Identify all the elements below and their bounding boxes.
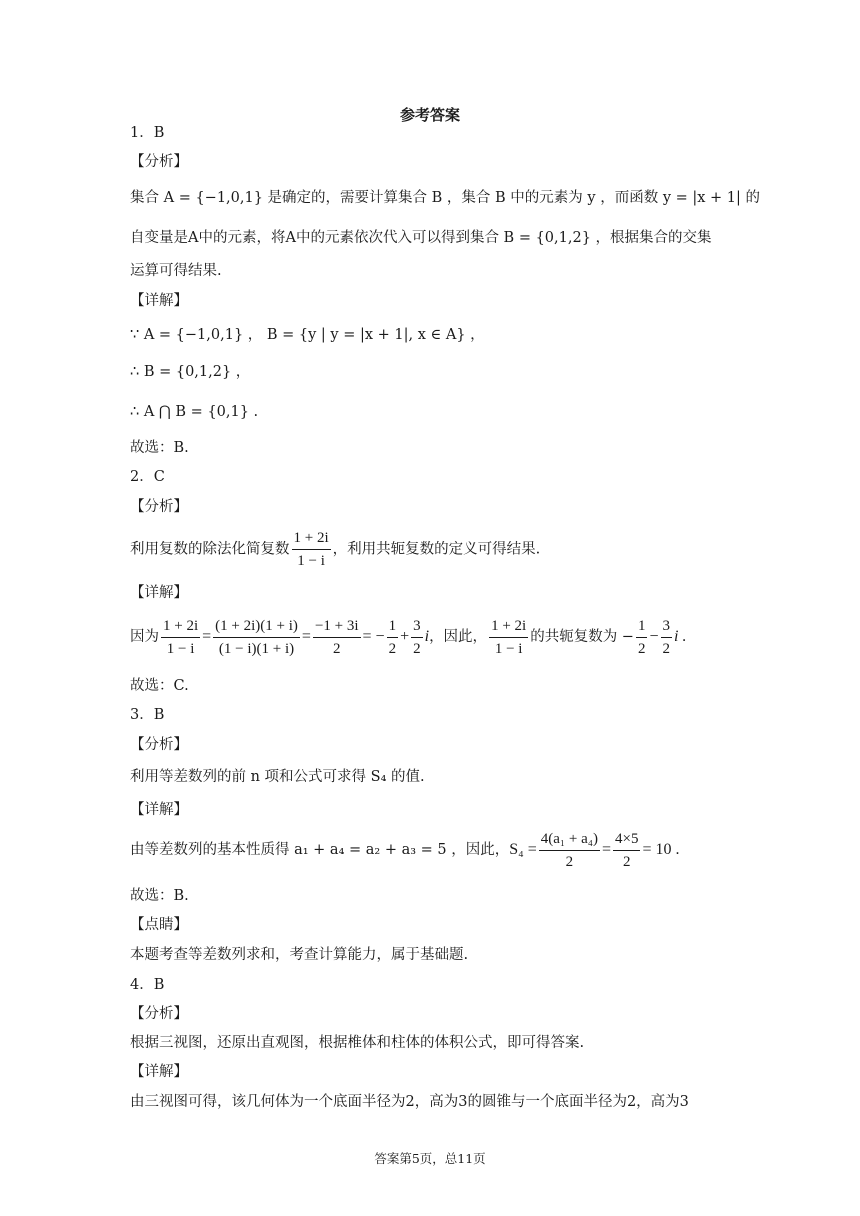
q4-detail-label: 【详解】 bbox=[130, 1064, 188, 1080]
fraction-numerator: 1 bbox=[636, 617, 648, 638]
imaginary-unit: i bbox=[424, 628, 430, 645]
q1-detail-line-1: ∵ A = {−1,0,1} ， B = {y | y = |x + 1|, x ∈ A} ， bbox=[130, 327, 485, 343]
q3-result: = 10 . bbox=[642, 841, 680, 858]
q1-choice: 故选：B. bbox=[130, 440, 189, 456]
q2-analysis-post: ，利用共轭复数的定义可得结果. bbox=[332, 541, 541, 558]
fraction-numerator: 3 bbox=[661, 617, 673, 638]
s4-symbol: S₄ = bbox=[509, 841, 537, 858]
q2-number: 2．C bbox=[130, 469, 165, 485]
q4-number: 4．B bbox=[130, 977, 165, 993]
q1-analysis-line-3: 运算可得结果. bbox=[130, 263, 222, 279]
fraction bbox=[313, 617, 361, 658]
q3-comment-line: 本题考查等差数列求和，考查计算能力，属于基础题. bbox=[130, 947, 469, 963]
q4-detail-line: 由三视图可得，该几何体为一个底面半径为2，高为3的圆锥与一个底面半径为2，高为3 bbox=[130, 1094, 689, 1110]
q3-detail-line: 由等差数列的基本性质得 a₁ + a₄ = a₂ + a₃ = 5 ，因此，S₄ = $\frac{\text{4(a₁ + a₄)}}{2}$ = $\frac{4\times 5}{2}$ = 10 . bbox=[130, 830, 680, 870]
q4-analysis-line: 根据三视图，还原出直观图，根据椎体和柱体的体积公式，即可得答案. bbox=[130, 1035, 585, 1051]
fraction-denominator: 2 bbox=[413, 640, 421, 657]
fraction-denominator: 1 − i bbox=[494, 640, 523, 657]
q2-detail-label: 【详解】 bbox=[130, 585, 188, 601]
q2-detail-pre: 因为 bbox=[130, 629, 159, 645]
fraction bbox=[161, 617, 200, 658]
fraction-numerator: (1 + 2i)(1 + i) bbox=[213, 617, 300, 638]
q1-analysis-label: 【分析】 bbox=[130, 154, 188, 170]
fraction bbox=[387, 617, 399, 658]
q2-analysis-pre: 利用复数的除法化简复数 bbox=[130, 541, 290, 558]
fraction bbox=[613, 830, 640, 871]
q1-analysis-line-2: 自变量是A中的元素，将A中的元素依次代入可以得到集合 B = {0,1,2} ，根据集合的交集 bbox=[130, 230, 712, 246]
fraction bbox=[636, 617, 648, 658]
fraction bbox=[661, 617, 673, 658]
q2-analysis-line bbox=[130, 529, 540, 570]
fraction-denominator: 2 bbox=[637, 640, 646, 657]
q2-mid-text: ，因此， bbox=[429, 629, 488, 645]
imaginary-unit: i . bbox=[674, 628, 687, 645]
q3-detail-label: 【详解】 bbox=[130, 802, 188, 818]
q2-analysis-fraction bbox=[292, 529, 331, 570]
q1-detail-label: 【详解】 bbox=[130, 293, 188, 309]
fraction bbox=[539, 830, 600, 871]
q3-analysis-line: 利用等差数列的前 n 项和公式可求得 S₄ 的值. bbox=[130, 769, 425, 785]
q3-analysis-label: 【分析】 bbox=[130, 737, 188, 753]
q3-choice: 故选：B. bbox=[130, 888, 189, 904]
fraction-numerator: 1 bbox=[387, 617, 399, 638]
minus-sign: − bbox=[649, 628, 659, 645]
equals-minus: = − bbox=[362, 628, 385, 645]
q1-analysis-line-1: 集合 A = {−1,0,1} 是确定的，需要计算集合 B ，集合 B 中的元素为 y ，而函数 y = |x + 1| 的 bbox=[130, 190, 761, 206]
fraction-denominator: 2 bbox=[565, 853, 574, 870]
fraction-denominator: 2 bbox=[662, 640, 670, 657]
q2-choice: 故选：C. bbox=[130, 678, 189, 694]
fraction-denominator: 2 bbox=[332, 640, 341, 657]
fraction-denominator: 1 − i bbox=[297, 553, 325, 569]
q1-number: 1．B bbox=[130, 125, 165, 141]
q3-number: 3．B bbox=[130, 707, 165, 723]
q1-detail-line-2: ∴ B = {0,1,2} ， bbox=[130, 364, 251, 380]
fraction-numerator: −1 + 3i bbox=[313, 617, 361, 638]
fraction-numerator: 1 + 2i bbox=[292, 529, 331, 550]
q2-analysis-label: 【分析】 bbox=[130, 499, 188, 515]
fraction-numerator: 3 bbox=[411, 617, 423, 638]
fraction-numerator: 4(a₁ + a₄) bbox=[539, 830, 600, 851]
fraction-denominator: 1 − i bbox=[166, 640, 195, 657]
fraction bbox=[411, 617, 423, 658]
plus-sign: + bbox=[400, 628, 410, 645]
fraction bbox=[213, 617, 300, 658]
fraction bbox=[489, 617, 528, 658]
q2-conjugate-text: 的共轭复数为 − bbox=[530, 629, 634, 645]
q4-analysis-label: 【分析】 bbox=[130, 1006, 188, 1022]
q2-detail-line: 因为 $\frac{1 + 2i}{1 - i}$ = $\frac{(1 + 2i)(1 + i)}{(1 - i)(1 + i)}$ = $\frac{-1 + 3i}{2}$ = − $\frac{1}{2}$ + $\frac{3}{2}$ i，因此， $\frac{1 + 2i}{1 - i}$ 的共轭复数为 − $\frac{1}{2}$ − $\frac{3}{2}$ i . bbox=[130, 617, 687, 657]
fraction-numerator: 1 + 2i bbox=[489, 617, 528, 638]
q3-comment-label: 【点睛】 bbox=[130, 917, 188, 933]
fraction-denominator: (1 − i)(1 + i) bbox=[218, 640, 295, 657]
page-title: 参考答案 bbox=[399, 106, 460, 124]
fraction-denominator: 2 bbox=[388, 640, 397, 657]
q3-detail-pre: 由等差数列的基本性质得 a₁ + a₄ = a₂ + a₃ = 5 ，因此， bbox=[130, 842, 510, 858]
fraction-numerator: 4×5 bbox=[613, 830, 640, 851]
q1-detail-line-3: ∴ A ⋂ B = {0,1} . bbox=[130, 404, 259, 420]
page-footer: 答案第5页，总11页 bbox=[374, 1151, 486, 1166]
fraction-numerator: 1 + 2i bbox=[161, 617, 200, 638]
fraction-denominator: 2 bbox=[623, 853, 631, 870]
